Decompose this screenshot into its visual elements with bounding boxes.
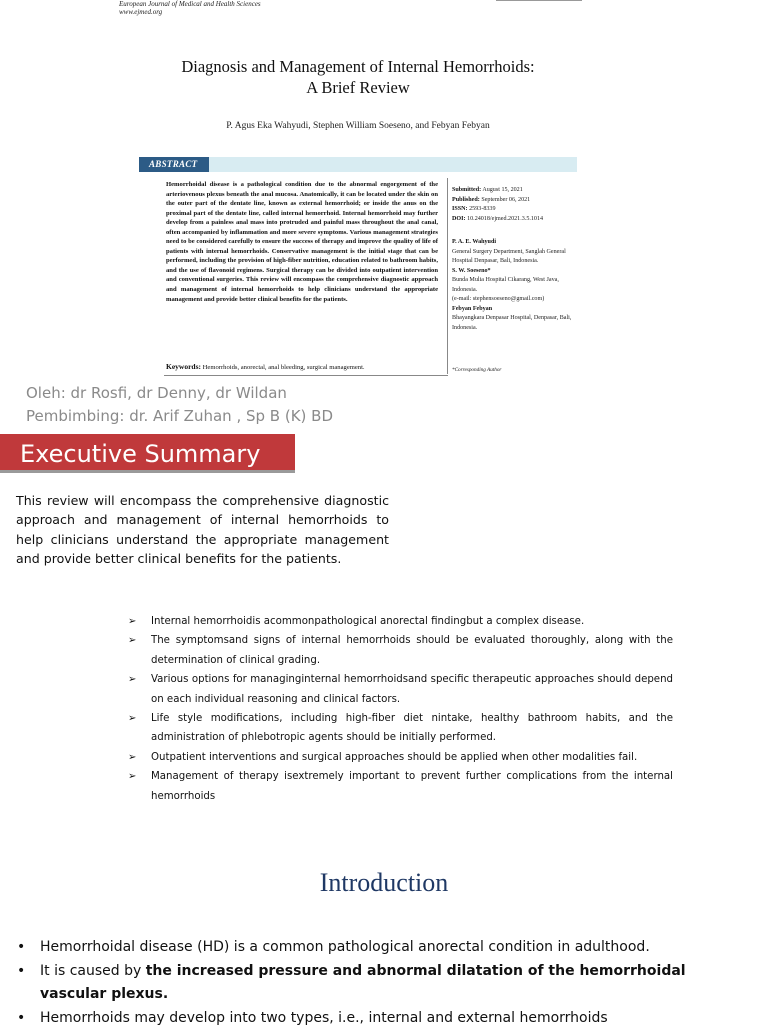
bullet-dot-icon: •: [17, 1007, 25, 1030]
summary-bullet: ➢ The symptomsand signs of internal hemorrhoids should be evaluated thoroughly, along with the determination of clinical grading.: [128, 631, 673, 670]
keywords: [166, 362, 446, 371]
intro-item: • Hemorrhoidal disease (HD) is a common pathological anorectal condition in adulthood.: [17, 936, 752, 960]
issn-label: ISSN:: [452, 206, 468, 212]
doi-label: DOI:: [452, 216, 466, 222]
arrow-bullet-icon: ➢: [128, 748, 136, 767]
author2-email[interactable]: (e-mail: stephensoeseno@gmail.com): [452, 295, 578, 305]
doi-value[interactable]: 10.24018/ejmed.2021.3.5.1014: [467, 216, 543, 222]
keywords-text: Hemorrhoids, anorectal, anal bleeding, surgical management.: [203, 364, 365, 371]
paper-title: [140, 56, 576, 98]
published-label: Published:: [452, 197, 480, 203]
author3-name: Febyan Febyan: [452, 306, 492, 312]
executive-summary-paragraph: This review will encompass the comprehensive diagnostic approach and management of internal hemorrhoids to help clinicians understand the appropriate management and provide better clinical benefits for the patients.: [16, 491, 389, 569]
published-value: September 06, 2021: [481, 197, 530, 203]
paper-authors: P. Agus Eka Wahyudi, Stephen William Soeseno, and Febyan Febyan: [140, 121, 576, 131]
header-divider: [496, 0, 582, 1]
abstract-divider-vertical: [447, 178, 448, 374]
intro-item: • It is caused by the increased pressure and abnormal dilatation of the hemorrhoidal vascular plexus.: [17, 960, 752, 1007]
bullet-dot-icon: •: [17, 960, 25, 984]
presenters-pembimbing: Pembimbing: dr. Arif Zuhan , Sp B (K) BD: [26, 407, 333, 425]
summary-bullet: ➢ Outpatient interventions and surgical approaches should be applied when other modalities fail.: [128, 748, 673, 767]
issn-value: 2593-8339: [469, 206, 495, 212]
introduction-heading: Introduction: [0, 868, 768, 898]
arrow-bullet-icon: ➢: [128, 631, 136, 650]
submitted-value: August 15, 2021: [482, 187, 522, 193]
arrow-bullet-icon: ➢: [128, 670, 136, 689]
author2-affiliation: Bunda Mulia Hospital Cikarang, West Java, Indonesia.: [452, 276, 578, 295]
summary-bullet: ➢ Management of therapy isextremely important to prevent further complications from the internal hemorrhoids: [128, 767, 673, 806]
author2-name: S. W. Soeseno*: [452, 268, 491, 274]
intro-item-emphasis: the increased pressure and abnormal dilatation of the hemorrhoidal vascular plexus.: [40, 963, 686, 1003]
summary-bullet: ➢ Various options for managinginternal hemorrhoidsand specific therapeutic approaches should depend on each individual reasoning and clinical factors.: [128, 670, 673, 709]
executive-summary-heading: Executive Summary: [20, 437, 260, 471]
arrow-bullet-icon: ➢: [128, 709, 136, 728]
journal-name: European Journal of Medical and Health Sciences: [119, 0, 261, 8]
presenters-oleh: Oleh: dr Rosfi, dr Denny, dr Wildan: [26, 384, 287, 402]
paper-title-line1: Diagnosis and Management of Internal Hemorrhoids:: [140, 56, 576, 77]
summary-bullet: ➢ Life style modifications, including high-fiber diet nintake, healthy bathroom habits, and the administration of phlebotropic agents should be initially performed.: [128, 709, 673, 748]
bullet-dot-icon: •: [17, 936, 25, 960]
keywords-label: Keywords:: [166, 362, 201, 371]
abstract-label: ABSTRACT: [139, 157, 209, 172]
introduction-list: [17, 936, 752, 1030]
journal-url: www.ejmed.org: [119, 8, 261, 16]
executive-summary-bullets: [128, 612, 673, 806]
paper-title-line2: A Brief Review: [140, 77, 576, 98]
abstract-divider-horizontal: [164, 375, 448, 376]
abstract-text: Hemorrhoidal disease is a pathological condition due to the abnormal engorgement of the arteriovenous plexus beneath the anal mucosa. Anatomically, it can be located under the skin on the outer part of the dentate line, known as external hemorrhoid; or inside the anus on the proximal part of the dentate line, called internal hemorrhoid. Internal hemorrhoid may further develop from a painless anal mass into protruded and painful mass throughout the anal canal, often accompanied by inflammation and more severe symptoms. Various management strategies need to be considered carefully to ensure the success of therapy and improve the quality of life of patients with internal hemorrhoids. Conservative management is the initial stage that can be performed, including the provision of high-fiber nutrition, education related to bathroom habits, and the use of flavonoid regimens. Surgical therapy can be divided into outpatient intervention and conventional surgeries. This review will encompass the comprehensive diagnostic approach and management of internal hemorrhoids to help clinicians understand the appropriate management and provide better clinical benefits for the patients.: [166, 180, 438, 304]
submitted-label: Submitted:: [452, 187, 481, 193]
author3-affiliation: Bhayangkara Denpasar Hospital, Denpasar, Bali, Indonesia.: [452, 314, 578, 333]
author1-affiliation: General Surgery Department, Sanglah General Hospital Denpasar, Bali, Indonesia.: [452, 248, 578, 267]
arrow-bullet-icon: ➢: [128, 612, 136, 631]
arrow-bullet-icon: ➢: [128, 767, 136, 786]
intro-item: • Hemorrhoids may develop into two types, i.e., internal and external hemorrhoids: [17, 1007, 752, 1030]
journal-header: [119, 0, 261, 16]
corresponding-author-note: *Corresponding Author: [452, 367, 501, 373]
author1-name: P. A. E. Wahyudi: [452, 239, 496, 245]
summary-bullet: ➢ Internal hemorrhoidis acommonpathological anorectal findingbut a complex disease.: [128, 612, 673, 631]
paper-meta: [452, 186, 578, 333]
